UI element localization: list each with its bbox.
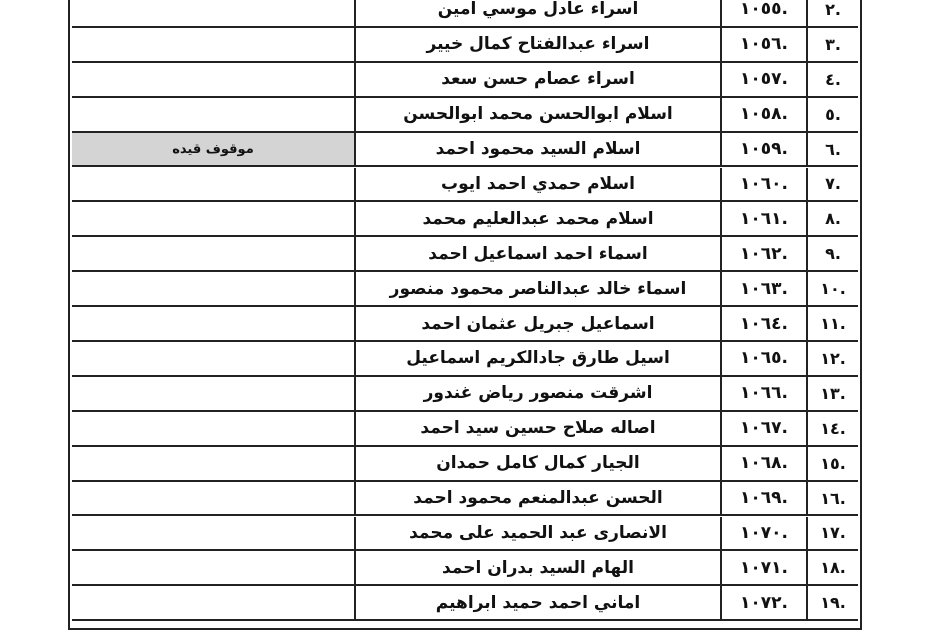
name-cell: اسراء عصام حسن سعد	[356, 63, 722, 96]
table-row	[72, 237, 858, 272]
code-cell: .١٠٦٦	[722, 377, 808, 410]
number-cell: .١٣	[820, 383, 846, 403]
name-cell: اشرقت منصور رياض غندور	[356, 377, 722, 410]
note-cell	[72, 63, 356, 96]
name-cell: الجيار كمال كامل حمدان	[356, 447, 722, 480]
code-cell: .١٠٦٩	[722, 482, 808, 515]
name-cell: اسيل طارق جادالكريم اسماعيل	[356, 342, 722, 375]
code-cell: .١٠٦٠	[722, 168, 808, 201]
number-cell: .٣	[825, 34, 841, 54]
note-cell	[72, 28, 356, 61]
code-cell: .١٠٥٩	[722, 133, 808, 166]
code-cell: .١٠٥٦	[722, 28, 808, 61]
number-cell: .٤	[825, 69, 841, 89]
number-cell: .٥	[825, 104, 841, 124]
table-row	[72, 202, 858, 237]
table-row	[72, 63, 858, 98]
note-cell	[72, 412, 356, 445]
note-cell	[72, 586, 356, 619]
note-cell	[72, 447, 356, 480]
number-cell: .٢	[825, 0, 841, 19]
note-cell	[72, 551, 356, 584]
note-cell	[72, 482, 356, 515]
code-cell: .١٠٧١	[722, 551, 808, 584]
number-cell: .١٩	[820, 593, 846, 613]
code-cell: .١٠٦٢	[722, 237, 808, 270]
name-cell: الانصارى عبد الحميد على محمد	[356, 517, 722, 550]
code-cell: .١٠٧٠	[722, 517, 808, 550]
table-row	[72, 133, 858, 168]
table-row	[72, 98, 858, 133]
number-cell: .٧	[825, 174, 841, 194]
number-cell: .١٧	[820, 523, 846, 543]
number-cell: .١١	[820, 314, 846, 334]
note-cell	[72, 377, 356, 410]
code-cell: .١٠٥٧	[722, 63, 808, 96]
number-cell: .٩	[825, 244, 841, 264]
number-cell: .١٤	[820, 418, 846, 438]
name-cell: اسلام حمدي احمد ايوب	[356, 168, 722, 201]
table-row	[72, 517, 858, 552]
table-row	[72, 447, 858, 482]
number-cell: .٨	[825, 209, 841, 229]
number-cell: .١٥	[820, 453, 846, 473]
number-cell: .١٦	[820, 488, 846, 508]
note-cell	[72, 517, 356, 550]
name-cell: اسلام محمد عبدالعليم محمد	[356, 202, 722, 235]
number-cell: .١٨	[820, 558, 846, 578]
note-cell	[72, 98, 356, 131]
code-cell: .١٠٧٢	[722, 586, 808, 619]
note-cell	[72, 0, 356, 26]
table-row	[72, 412, 858, 447]
name-cell: اسلام السيد محمود احمد	[356, 133, 722, 166]
number-cell: .١٢	[820, 348, 846, 368]
code-cell: .١٠٥٨	[722, 98, 808, 131]
name-cell: الحسن عبدالمنعم محمود احمد	[356, 482, 722, 515]
note-cell: موقوف قيده	[72, 133, 356, 166]
note-cell	[72, 307, 356, 340]
code-cell: .١٠٦٧	[722, 412, 808, 445]
note-cell	[72, 237, 356, 270]
code-cell: .١٠٦١	[722, 202, 808, 235]
name-cell: اسماء خالد عبدالناصر محمود منصور	[356, 272, 722, 305]
name-cell: اسلام ابوالحسن محمد ابوالحسن	[356, 98, 722, 131]
code-cell: .١٠٦٤	[722, 307, 808, 340]
name-cell: الهام السيد بدران احمد	[356, 551, 722, 584]
number-cell: .١٠	[820, 279, 846, 299]
table-row	[72, 377, 858, 412]
code-cell: .١٠٥٥	[722, 0, 808, 26]
name-cell: اسراء عادل موسي امين	[356, 0, 722, 26]
note-cell	[72, 202, 356, 235]
note-cell	[72, 168, 356, 201]
code-cell: .١٠٦٨	[722, 447, 808, 480]
table-row	[72, 307, 858, 342]
table-row	[72, 586, 858, 621]
table-row	[72, 168, 858, 203]
table-row	[72, 482, 858, 517]
note-cell	[72, 272, 356, 305]
table-row	[72, 272, 858, 307]
code-cell: .١٠٦٥	[722, 342, 808, 375]
code-cell: .١٠٦٣	[722, 272, 808, 305]
table-row	[72, 342, 858, 377]
table-row	[72, 551, 858, 586]
number-cell: .٦	[825, 139, 841, 159]
note-cell	[72, 342, 356, 375]
table-row	[72, 28, 858, 63]
name-cell: اسماء احمد اسماعيل احمد	[356, 237, 722, 270]
name-cell: اصاله صلاح حسين سيد احمد	[356, 412, 722, 445]
name-cell: اماني احمد حميد ابراهيم	[356, 586, 722, 619]
name-cell: اسماعيل جبريل عثمان احمد	[356, 307, 722, 340]
table-row	[72, 0, 858, 28]
name-cell: اسراء عبدالفتاح كمال خيير	[356, 28, 722, 61]
